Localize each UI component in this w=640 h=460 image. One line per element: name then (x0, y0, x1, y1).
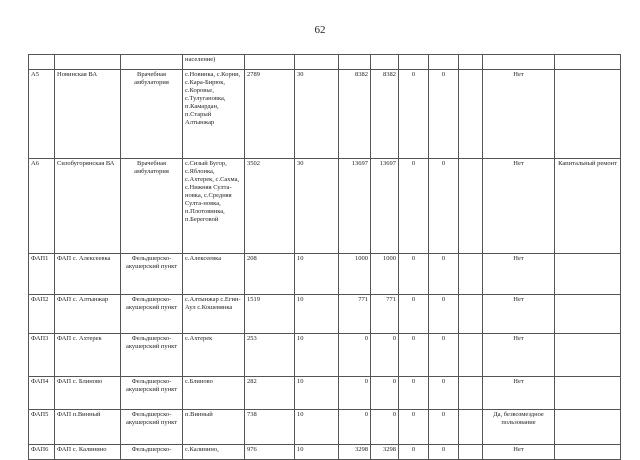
cell-v3: 0 (339, 377, 371, 410)
cell-type: Врачебная амбулатория (121, 70, 183, 159)
cell-settlements: с.Калинино, (183, 445, 245, 460)
cell-note: Капитальный ремонт (555, 159, 621, 254)
cell-population: 208 (245, 254, 295, 295)
cell-note (555, 410, 621, 445)
cell-code: А6 (29, 159, 55, 254)
cell-v4: 0 (371, 377, 399, 410)
cell-v7 (459, 295, 483, 334)
cell-v6: 0 (429, 254, 459, 295)
cell-population: 738 (245, 410, 295, 445)
cell-note (555, 334, 621, 377)
cell-settlements: с.Сизый Бугор, с.Яблонка, с.Ахтерек, с.Сахма, с.Нижняя Султа-новка, с.Средняя Султа-новка, п.Плотовинка, п.Береговой (183, 159, 245, 254)
cell-name: Сизобугорянская ВА (55, 159, 121, 254)
cell-v2: 10 (295, 410, 339, 445)
cell-v3: 8382 (339, 70, 371, 159)
cell-status: Нет (483, 377, 555, 410)
cell-code (29, 55, 55, 70)
page-number: 62 (314, 24, 326, 36)
cell-code: ФАП5 (29, 410, 55, 445)
cell-population (245, 55, 295, 70)
table-row (29, 70, 621, 159)
cell-v4: 0 (371, 334, 399, 377)
cell-v5: 0 (399, 295, 429, 334)
cell-v6: 0 (429, 295, 459, 334)
cell-name: ФАП с. Калинино (55, 445, 121, 460)
cell-settlements: с.Ахтерек (183, 334, 245, 377)
cell-note (555, 70, 621, 159)
cell-v3: 13697 (339, 159, 371, 254)
cell-v7 (459, 70, 483, 159)
cell-status (483, 55, 555, 70)
cell-name: ФАП с. Алексеевка (55, 254, 121, 295)
cell-v3: 771 (339, 295, 371, 334)
cell-v5: 0 (399, 334, 429, 377)
cell-v3: 1000 (339, 254, 371, 295)
cell-status: Нет (483, 159, 555, 254)
cell-v5: 0 (399, 70, 429, 159)
cell-v6: 0 (429, 334, 459, 377)
cell-v2: 10 (295, 295, 339, 334)
cell-population: 1519 (245, 295, 295, 334)
table-row (29, 410, 621, 445)
cell-v6: 0 (429, 377, 459, 410)
cell-settlements: с.Блиново (183, 377, 245, 410)
cell-v5: 0 (399, 445, 429, 460)
facilities-table (28, 54, 621, 460)
cell-settlements: население) (183, 55, 245, 70)
cell-v6: 0 (429, 159, 459, 254)
cell-name: ФАП с. Ахтерек (55, 334, 121, 377)
cell-note (555, 445, 621, 460)
cell-status: Нет (483, 334, 555, 377)
cell-code: А5 (29, 70, 55, 159)
cell-name: ФАП с. Алтынжар (55, 295, 121, 334)
cell-v6: 0 (429, 410, 459, 445)
cell-v4: 8382 (371, 70, 399, 159)
cell-v2: 30 (295, 70, 339, 159)
cell-v3: 0 (339, 410, 371, 445)
cell-v4 (371, 55, 399, 70)
cell-v2: 10 (295, 445, 339, 460)
cell-v2: 10 (295, 254, 339, 295)
table-row (29, 254, 621, 295)
cell-name: ФАП с. Блиново (55, 377, 121, 410)
cell-v7 (459, 410, 483, 445)
cell-population: 3502 (245, 159, 295, 254)
cell-settlements: п.Винный (183, 410, 245, 445)
cell-v4: 1000 (371, 254, 399, 295)
cell-type (121, 55, 183, 70)
cell-type: Фельдшерско-акушерский пункт (121, 295, 183, 334)
cell-v3: 3298 (339, 445, 371, 460)
cell-code: ФАП2 (29, 295, 55, 334)
cell-population: 2789 (245, 70, 295, 159)
cell-v5: 0 (399, 254, 429, 295)
cell-type: Фельдшерско-акушерский пункт (121, 410, 183, 445)
cell-status: Нет (483, 445, 555, 460)
table-row (29, 377, 621, 410)
cell-note (555, 254, 621, 295)
cell-code: ФАП3 (29, 334, 55, 377)
cell-name: ФАП п.Винный (55, 410, 121, 445)
cell-v7 (459, 254, 483, 295)
cell-v6: 0 (429, 70, 459, 159)
cell-population: 253 (245, 334, 295, 377)
cell-v7 (459, 55, 483, 70)
cell-v3 (339, 55, 371, 70)
cell-name (55, 55, 121, 70)
cell-v5: 0 (399, 377, 429, 410)
cell-code: ФАП6 (29, 445, 55, 460)
cell-v4: 771 (371, 295, 399, 334)
cell-v6: 0 (429, 445, 459, 460)
cell-v2 (295, 55, 339, 70)
cell-settlements: с.Алтынжар с.Егин-Аул с.Кошевянка (183, 295, 245, 334)
cell-v7 (459, 334, 483, 377)
table-row (29, 159, 621, 254)
cell-v4: 0 (371, 410, 399, 445)
cell-v5: 0 (399, 410, 429, 445)
table-row (29, 334, 621, 377)
cell-v7 (459, 445, 483, 460)
cell-settlements: с.Новинка, с.Корни, с.Кара-Бирюк, с.Коровье, с.Тулугановка, п.Камардан, п.Старый Алтынжар (183, 70, 245, 159)
cell-status: Нет (483, 295, 555, 334)
cell-name: Новинская ВА (55, 70, 121, 159)
cell-note (555, 55, 621, 70)
cell-status: Нет (483, 254, 555, 295)
cell-v7 (459, 377, 483, 410)
table-row (29, 445, 621, 460)
cell-type: Фельдшерско-акушерский пункт (121, 377, 183, 410)
cell-population: 282 (245, 377, 295, 410)
continuation-row (29, 55, 621, 70)
cell-code: ФАП4 (29, 377, 55, 410)
cell-type: Фельдшерско-акушерский пункт (121, 334, 183, 377)
cell-status: Нет (483, 70, 555, 159)
cell-v2: 10 (295, 377, 339, 410)
cell-type: Фельдшерско- (121, 445, 183, 460)
cell-v6 (429, 55, 459, 70)
cell-v5 (399, 55, 429, 70)
cell-v3: 0 (339, 334, 371, 377)
cell-type: Врачебная амбулатория (121, 159, 183, 254)
cell-code: ФАП1 (29, 254, 55, 295)
cell-status: Да, безвозмездное пользование (483, 410, 555, 445)
cell-settlements: с.Алексеевка (183, 254, 245, 295)
cell-v7 (459, 159, 483, 254)
cell-v4: 13697 (371, 159, 399, 254)
table-row (29, 295, 621, 334)
cell-v4: 3298 (371, 445, 399, 460)
cell-type: Фельдшерско-акушерский пункт (121, 254, 183, 295)
cell-v2: 10 (295, 334, 339, 377)
cell-note (555, 295, 621, 334)
cell-v2: 30 (295, 159, 339, 254)
cell-v5: 0 (399, 159, 429, 254)
cell-note (555, 377, 621, 410)
cell-population: 976 (245, 445, 295, 460)
